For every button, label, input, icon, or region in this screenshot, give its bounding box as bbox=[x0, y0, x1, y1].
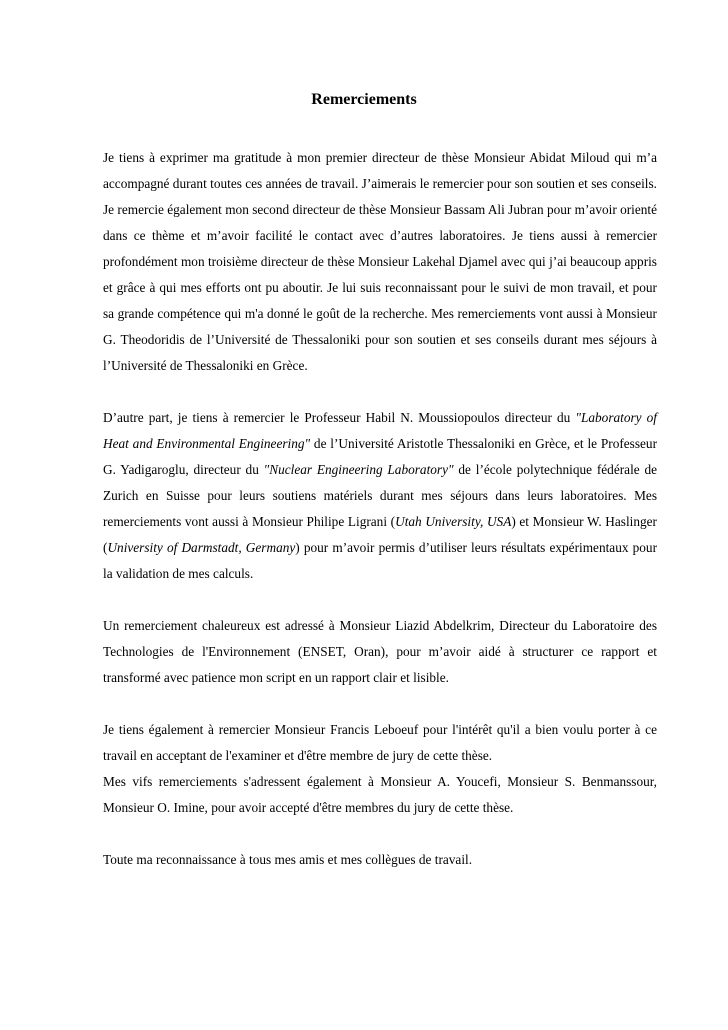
paragraph-report-help bbox=[103, 613, 657, 691]
text-segment: D’autre part, je tiens à remercier le Professeur Habil N. Moussiopoulos directeur du bbox=[103, 410, 576, 425]
text-segment: Mes vifs remerciements s'adressent également à Monsieur A. Youcefi, Monsieur S. Benmanssour, Monsieur O. Imine, pour avoir accepté d'être membres du jury de cette thèse. bbox=[103, 774, 657, 815]
paragraph-supervisors bbox=[103, 145, 657, 379]
paragraph-jury bbox=[103, 769, 657, 821]
paragraph-friends bbox=[103, 847, 657, 873]
text-segment: ) et Monsieur W. Haslinger ( bbox=[103, 514, 657, 555]
text-segment: Toute ma reconnaissance à tous mes amis et mes collègues de travail. bbox=[103, 852, 473, 867]
paragraph-examiner bbox=[103, 717, 657, 769]
text-segment: Je tiens à exprimer ma gratitude à mon premier directeur de thèse Monsieur Abidat Miloud qui m’a accompagné durant toutes ces années de travail. J’aimerais le remercier pour son soutien et ses conseils. Je remercie également mon second directeur de thèse Monsieur Bassam Ali Jubran pour m’avoir orienté dans ce thème et m’avoir facilité le contact avec d’autres laboratoires. Je tiens aussi à remercier profondément mon troisième directeur de thèse Monsieur Lakehal Djamel avec qui j’ai beaucoup appris et grâce à qui mes efforts ont pu aboutir. Je lui suis reconnaissant pour le suivi de mon travail, et pour sa grande compétence qui m'a donné le goût de la recherche. Mes remerciements vont aussi à Monsieur G. Theodoridis de l’Université de Thessaloniki pour son soutien et ses conseils durant mes séjours à l’Université de Thessaloniki en Grèce. bbox=[103, 150, 657, 373]
text-segment: de l’école polytechnique fédérale de Zurich en Suisse pour leurs soutiens matériels durant mes séjours dans leurs laboratoires. Mes remerciements vont aussi à Monsieur Philipe Ligrani ( bbox=[103, 462, 658, 529]
paragraph-laboratories bbox=[103, 405, 657, 587]
text-segment: de l’Université Aristotle Thessaloniki en Grèce, et le Professeur G. Yadigaroglu, directeur du bbox=[103, 436, 657, 477]
text-segment-italic: Utah University, USA bbox=[395, 514, 512, 529]
page-title: Remerciements bbox=[311, 91, 417, 108]
text-segment: ) pour m’avoir permis d’utiliser leurs résultats expérimentaux pour la validation de mes calculs. bbox=[103, 540, 657, 581]
text-segment: Un remerciement chaleureux est adressé à Monsieur Liazid Abdelkrim, Directeur du Laboratoire des Technologies de l'Environnement (ENSET, Oran), pour m’avoir aidé à structurer ce rapport et transformé avec patience mon script en un rapport clair et lisible. bbox=[103, 618, 657, 685]
document-body bbox=[103, 145, 657, 899]
text-segment-italic: "Laboratory of Heat and Environmental Engineering" bbox=[103, 410, 657, 451]
text-segment: Je tiens également à remercier Monsieur Francis Leboeuf pour l'intérêt qu'il a bien voulu porter à ce travail en acceptant de l'examiner et d'être membre de jury de cette thèse. bbox=[103, 722, 657, 763]
text-segment-italic: "Nuclear Engineering Laboratory" bbox=[263, 462, 454, 477]
text-segment-italic: University of Darmstadt, Germany bbox=[107, 540, 296, 555]
